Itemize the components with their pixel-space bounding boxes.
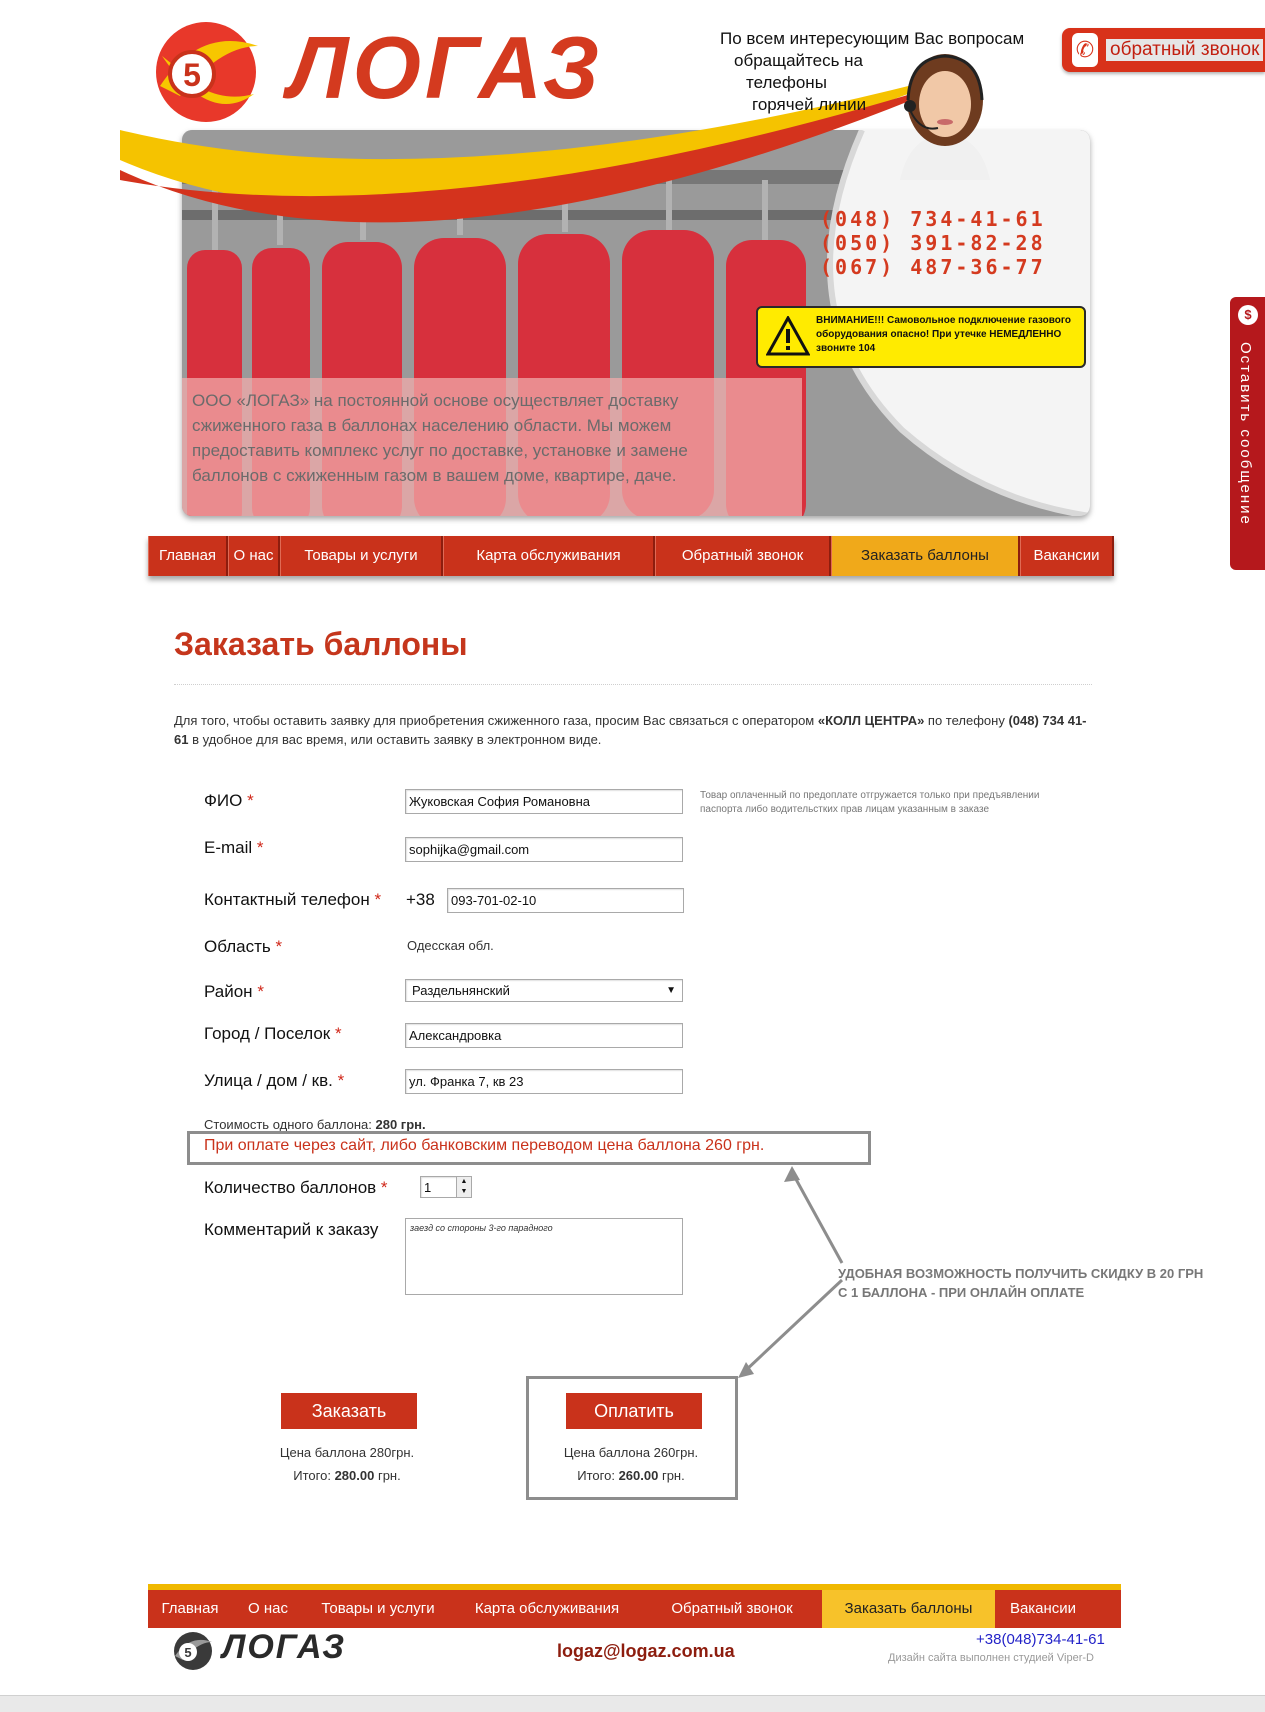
region-value: Одесская обл.	[407, 938, 494, 953]
operator-photo	[890, 40, 1000, 180]
footer-logo-icon[interactable]	[172, 1630, 214, 1672]
footer-nav-products[interactable]: Товары и услуги	[321, 1600, 435, 1617]
required-mark: *	[380, 1178, 388, 1197]
pay-price: Цена баллона 260грн.	[563, 1445, 699, 1460]
dollar-icon: $	[1238, 305, 1258, 325]
leave-message-label: Оставить сообщение	[1237, 342, 1254, 526]
hotline-line: обращайтесь на	[734, 51, 864, 70]
footer-nav-order[interactable]: Заказать баллоны	[822, 1590, 995, 1628]
email-input[interactable]	[405, 837, 683, 862]
street-label: Улица / дом / кв. *	[204, 1071, 345, 1090]
phone-input[interactable]	[447, 888, 684, 913]
nav-item-map[interactable]: Карта обслуживания	[443, 536, 655, 576]
nav-item-order[interactable]: Заказать баллоны	[831, 536, 1020, 576]
cylinder-price: Стоимость одного баллона: 280 грн.	[204, 1117, 426, 1132]
footer-nav	[148, 1584, 1121, 1628]
hotline-line: телефоны	[746, 73, 827, 92]
order-price: Цена баллона 280грн.	[279, 1445, 415, 1460]
order-total: Итого: 280.00 грн.	[293, 1468, 401, 1483]
region-label: Область *	[204, 937, 283, 956]
promo-line: УДОБНАЯ ВОЗМОЖНОСТЬ ПОЛУЧИТЬ СКИДКУ В 20 ГРН	[838, 1266, 1204, 1281]
stepper-up-icon[interactable]: ▲	[456, 1177, 471, 1188]
nav-item-vacancies[interactable]: Вакансии	[1020, 536, 1114, 576]
required-mark: *	[247, 791, 254, 810]
district-label: Район *	[204, 982, 264, 1001]
required-mark: *	[256, 838, 264, 857]
footer-nav-callback[interactable]: Обратный звонок	[671, 1600, 793, 1617]
email-label: E-mail *	[204, 838, 264, 857]
leave-message-tab[interactable]	[1230, 297, 1265, 570]
nav-item-home[interactable]: Главная	[148, 536, 228, 576]
passport-note: Товар оплаченный по предоплате отгружается только при предъявлении паспорта либо водительстких прав лицам указанным в заказе	[700, 790, 1040, 815]
callback-button[interactable]	[1062, 28, 1265, 72]
footer-nav-about[interactable]: О нас	[248, 1600, 288, 1617]
chevron-down-icon: ▼	[666, 985, 676, 996]
footer-logo-badge: 5	[184, 1645, 192, 1660]
street-input[interactable]	[405, 1069, 683, 1094]
comment-textarea[interactable]: заезд со стороны 3-го парадного	[405, 1218, 683, 1295]
required-mark: *	[275, 937, 283, 956]
logo-text[interactable]: ЛОГАЗ	[288, 18, 604, 117]
divider	[174, 684, 1092, 685]
warning-text: ВНИМАНИЕ!!! Самовольное подключение газового оборудования опасно! При утечке НЕМЕДЛЕННО звоните 104	[816, 315, 1072, 354]
main-nav	[148, 536, 1114, 576]
intro-text-part: Для того, чтобы оставить заявку для приобретения сжиженного газа, просим Вас связаться с оператором	[174, 713, 818, 728]
quantity-stepper[interactable]	[420, 1176, 472, 1198]
call-center-name: «КОЛЛ ЦЕНТРА»	[817, 713, 925, 728]
promo-line: С 1 БАЛЛОНА - ПРИ ОНЛАЙН ОПЛАТЕ	[838, 1285, 1085, 1300]
footer-email[interactable]: logaz@logaz.com.ua	[557, 1641, 735, 1661]
footer-logo-text[interactable]: ЛОГАЗ	[222, 1628, 347, 1666]
hotline-line: По всем интересующим Вас вопросам	[720, 29, 1025, 48]
intro-text-part: в удобное для вас время, или оставить заявку в электронном виде.	[188, 732, 602, 747]
hotline-phones	[820, 207, 1046, 279]
footer-nav-vacancies[interactable]: Вакансии	[1009, 1600, 1077, 1617]
order-button[interactable]: Заказать	[281, 1393, 417, 1429]
footer-phone[interactable]: +38(048)734-41-61	[976, 1631, 1105, 1648]
discount-text: При оплате через сайт, либо банковским переводом цена баллона 260 грн.	[204, 1137, 765, 1154]
phone-number[interactable]: (067) 487-36-77	[820, 255, 1046, 279]
phone-icon: ✆	[1072, 33, 1098, 67]
city-label: Город / Поселок *	[204, 1024, 342, 1043]
nav-item-about[interactable]: О нас	[228, 536, 280, 576]
required-mark: *	[257, 982, 264, 1001]
phone-label: Контактный телефон *	[204, 890, 382, 909]
fio-input[interactable]	[405, 789, 683, 814]
call-center-phone: (048) 734 41-61	[174, 713, 1087, 747]
quantity-label: Количество баллонов *	[204, 1178, 388, 1197]
stepper-down-icon[interactable]: ▼	[456, 1187, 471, 1197]
page-title: Заказать баллоны	[174, 626, 468, 662]
city-input[interactable]	[405, 1023, 683, 1048]
intro-text-part: по телефону	[924, 713, 1009, 728]
nav-item-products[interactable]: Товары и услуги	[280, 536, 443, 576]
logo-badge: 5	[183, 57, 201, 93]
quantity-value: 1	[424, 1180, 432, 1195]
footer-design-credit[interactable]: Дизайн сайта выполнен студией Viper-D	[888, 1652, 1094, 1664]
phone-number[interactable]: (050) 391-82-28	[820, 231, 1046, 255]
district-select[interactable]	[405, 979, 683, 1002]
comment-label: Комментарий к заказу	[204, 1220, 379, 1239]
hotline-line: горячей линии	[752, 95, 867, 114]
intro-text	[174, 711, 1094, 749]
fio-label: ФИО *	[204, 791, 254, 810]
required-mark: *	[337, 1071, 345, 1090]
pay-total: Итого: 260.00 грн.	[577, 1468, 685, 1483]
nav-item-callback[interactable]: Обратный звонок	[655, 536, 831, 576]
phone-number[interactable]: (048) 734-41-61	[820, 207, 1046, 231]
phone-prefix: +38	[406, 890, 435, 909]
footer-nav-map[interactable]: Карта обслуживания	[474, 1600, 620, 1617]
order-summary	[237, 1441, 457, 1487]
district-selected: Раздельнянский	[412, 983, 510, 998]
pay-button[interactable]: Оплатить	[566, 1393, 702, 1429]
required-mark: *	[334, 1024, 342, 1043]
browser-scrollbar[interactable]	[0, 1695, 1265, 1712]
callback-label: обратный звонок	[1106, 39, 1263, 61]
pay-summary	[521, 1441, 741, 1487]
footer-nav-home[interactable]: Главная	[161, 1600, 219, 1617]
required-mark: *	[374, 890, 382, 909]
warning-icon	[766, 316, 810, 356]
discount-promo	[838, 1264, 1238, 1302]
warning-box	[756, 306, 1086, 368]
banner-description: ООО «ЛОГАЗ» на постоянной основе осуществляет доставку сжиженного газа в баллонах населению области. Мы можем предоставить комплекс услуг по доставке, установке и замене баллонов с сжиженным газом в вашем доме, квартире, даче.	[192, 391, 688, 485]
